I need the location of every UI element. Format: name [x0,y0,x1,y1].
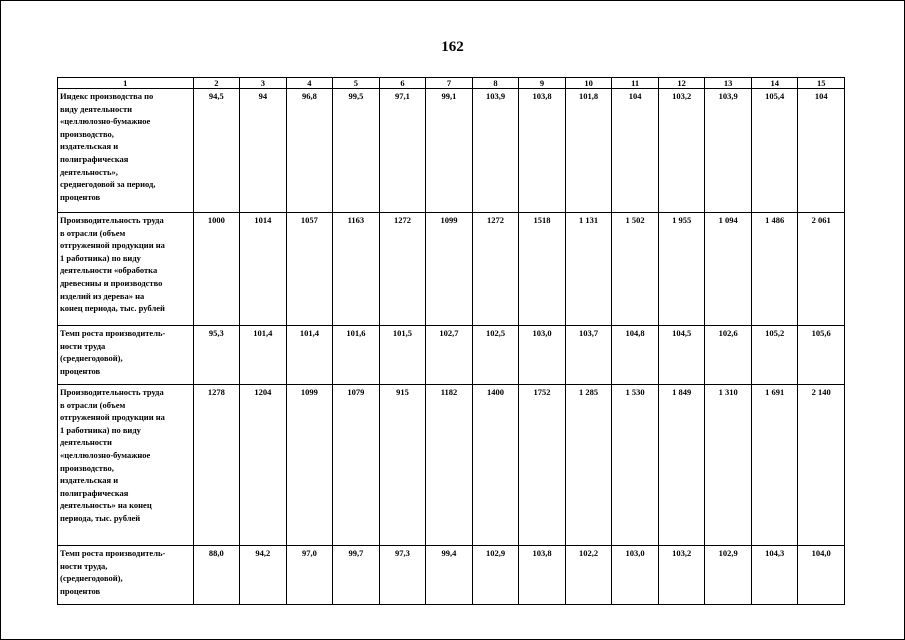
table-cell: 1 955 [658,213,705,326]
table-cell: 1272 [472,213,519,326]
table-cell: 102,9 [705,546,752,605]
table-cell: 88,0 [193,546,240,605]
table-cell: 1000 [193,213,240,326]
row-label: Индекс производства по виду деятельности «целлюлозно-бумажное производство, издательская и полиграфическая деятельность», среднегодовой за период, процентов [58,89,194,213]
table-cell: 102,2 [565,546,612,605]
table-cell: 2 061 [798,213,845,326]
table-cell: 1079 [333,385,380,546]
column-header: 11 [612,78,659,89]
table-cell: 102,5 [472,326,519,385]
column-header: 8 [472,78,519,89]
table-cell: 1014 [240,213,287,326]
table-cell: 1278 [193,385,240,546]
column-header: 7 [426,78,473,89]
data-table [57,77,845,605]
table-cell: 1057 [286,213,333,326]
table-cell: 1204 [240,385,287,546]
table-cell: 105,6 [798,326,845,385]
table-row [58,326,845,385]
table-cell: 103,9 [705,89,752,213]
table-row [58,546,845,605]
table-cell: 1272 [379,213,426,326]
table-cell: 915 [379,385,426,546]
table-cell: 1163 [333,213,380,326]
table-cell: 104,3 [751,546,798,605]
table-cell: 94 [240,89,287,213]
table-cell: 104 [612,89,659,213]
table-cell: 103,9 [472,89,519,213]
table-cell: 105,2 [751,326,798,385]
table-cell: 94,2 [240,546,287,605]
table-cell: 97,0 [286,546,333,605]
table-cell: 95,3 [193,326,240,385]
row-label: Темп роста производитель- ности труда (среднегодовой), процентов [58,326,194,385]
table-cell: 101,6 [333,326,380,385]
column-header: 9 [519,78,566,89]
table-cell: 1099 [286,385,333,546]
table-row [58,213,845,326]
table-cell: 1 502 [612,213,659,326]
table-cell: 103,8 [519,546,566,605]
column-header: 10 [565,78,612,89]
table-cell: 101,4 [286,326,333,385]
column-header: 12 [658,78,705,89]
table-cell: 99,7 [333,546,380,605]
column-header: 2 [193,78,240,89]
table-cell: 103,0 [519,326,566,385]
header-row [58,78,845,89]
table-cell: 2 140 [798,385,845,546]
table-cell: 94,5 [193,89,240,213]
table-cell: 103,2 [658,89,705,213]
column-header: 15 [798,78,845,89]
table-cell: 1400 [472,385,519,546]
table-cell: 1 131 [565,213,612,326]
table-cell: 1752 [519,385,566,546]
column-header: 13 [705,78,752,89]
table-cell: 102,6 [705,326,752,385]
table-cell: 1 530 [612,385,659,546]
table-cell: 104,8 [612,326,659,385]
table-cell: 102,7 [426,326,473,385]
row-label: Темп роста производитель- ности труда, (среднегодовой), процентов [58,546,194,605]
table-cell: 101,8 [565,89,612,213]
table-cell: 1 691 [751,385,798,546]
table-cell: 99,1 [426,89,473,213]
column-header: 3 [240,78,287,89]
table-cell: 103,8 [519,89,566,213]
table-cell: 102,9 [472,546,519,605]
table-cell: 1 486 [751,213,798,326]
table-cell: 105,4 [751,89,798,213]
table-cell: 104,5 [658,326,705,385]
table-cell: 1 849 [658,385,705,546]
table-row [58,89,845,213]
column-header: 4 [286,78,333,89]
row-label: Производительность труда в отрасли (объем отгруженной продукции на 1 работника) по виду деятельности «целлюлозно-бумажное производство, издательская и полиграфическая деятельность» на конец периода, тыс. рублей [58,385,194,546]
column-header: 1 [58,78,194,89]
table-cell: 103,2 [658,546,705,605]
table-cell: 103,7 [565,326,612,385]
row-label: Производительность труда в отрасли (объем отгруженной продукции на 1 работника) по виду деятельности «обработка древесины и производство изделий из дерева» на конец периода, тыс. рублей [58,213,194,326]
table-cell: 101,4 [240,326,287,385]
table-cell: 97,1 [379,89,426,213]
page-number: 162 [441,39,464,55]
table-cell: 99,4 [426,546,473,605]
column-header: 6 [379,78,426,89]
table-cell: 1 285 [565,385,612,546]
table-cell: 103,0 [612,546,659,605]
table-cell: 104 [798,89,845,213]
table-cell: 1 310 [705,385,752,546]
table-cell: 104,0 [798,546,845,605]
column-header: 5 [333,78,380,89]
table-cell: 101,5 [379,326,426,385]
table-cell: 1 094 [705,213,752,326]
table-row [58,385,845,546]
table-cell: 97,3 [379,546,426,605]
column-header: 14 [751,78,798,89]
table-cell: 1099 [426,213,473,326]
table-cell: 1518 [519,213,566,326]
table-cell: 1182 [426,385,473,546]
table-cell: 96,8 [286,89,333,213]
table-cell: 99,5 [333,89,380,213]
